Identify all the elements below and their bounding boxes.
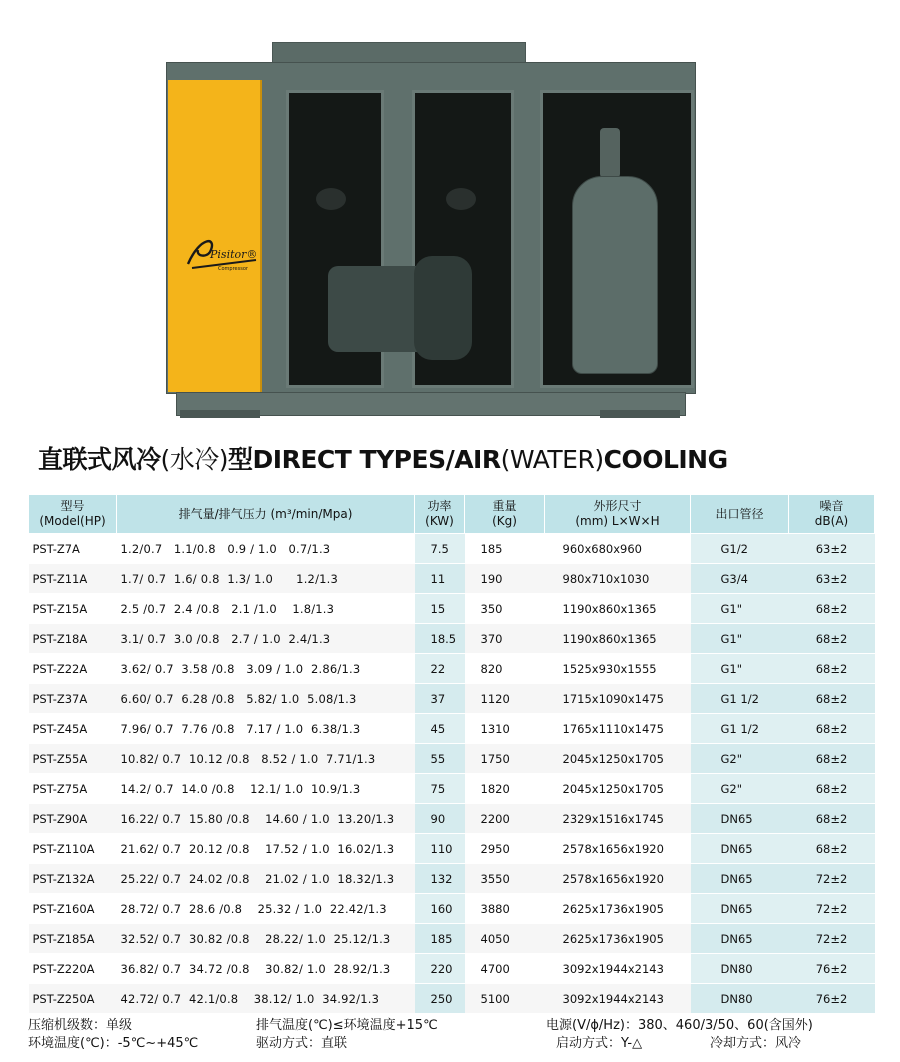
table-row (29, 864, 875, 894)
header-power: 功率 (KW) (415, 495, 465, 534)
cell-dimensions: 2625x1736x1905 (545, 894, 691, 924)
table-row (29, 594, 875, 624)
cell-power: 7.5 (415, 534, 465, 564)
cell-noise: 68±2 (789, 774, 875, 804)
note-compression-stage: 压缩机级数：单级 (28, 1018, 133, 1033)
cell-model: PST-Z45A (29, 714, 117, 744)
cell-flow: 10.82/ 0.7 10.12 /0.8 8.52 / 1.0 7.71/1.3 (117, 744, 415, 774)
table-row (29, 744, 875, 774)
cell-flow: 7.96/ 0.7 7.76 /0.8 7.17 / 1.0 6.38/1.3 (117, 714, 415, 744)
cell-model: PST-Z55A (29, 744, 117, 774)
table-row (29, 984, 875, 1014)
cell-noise: 68±2 (789, 624, 875, 654)
base-foot-right (600, 410, 680, 418)
cell-model: PST-Z15A (29, 594, 117, 624)
cell-power: 45 (415, 714, 465, 744)
svg-text:Compressor: Compressor (218, 266, 248, 272)
table-row (29, 834, 875, 864)
cell-flow: 14.2/ 0.7 14.0 /0.8 12.1/ 1.0 10.9/1.3 (117, 774, 415, 804)
cell-flow: 3.1/ 0.7 3.0 /0.8 2.7 / 1.0 2.4/1.3 (117, 624, 415, 654)
cell-power: 132 (415, 864, 465, 894)
cell-power: 220 (415, 954, 465, 984)
cell-model: PST-Z250A (29, 984, 117, 1014)
cell-outlet-pipe: DN65 (691, 894, 789, 924)
title-part-3: 型DIRECT TYPES/AIR (228, 445, 501, 474)
table-body (29, 534, 875, 1014)
cell-outlet-pipe: G1" (691, 654, 789, 684)
title-part-4: (WATER) (500, 445, 604, 474)
cell-power: 18.5 (415, 624, 465, 654)
cell-model: PST-Z22A (29, 654, 117, 684)
cell-power: 15 (415, 594, 465, 624)
cell-outlet-pipe: G1 1/2 (691, 684, 789, 714)
cell-outlet-pipe: DN65 (691, 864, 789, 894)
cell-weight: 4700 (465, 954, 545, 984)
cell-flow: 32.52/ 0.7 30.82 /0.8 28.22/ 1.0 25.12/1.3 (117, 924, 415, 954)
table-row (29, 564, 875, 594)
air-end (414, 256, 472, 360)
cell-weight: 190 (465, 564, 545, 594)
header-dimensions: 外形尺寸 (mm) L×W×H (545, 495, 691, 534)
cell-dimensions: 1190x860x1365 (545, 594, 691, 624)
note-drive-mode: 驱动方式：直联 (256, 1036, 348, 1051)
cell-dimensions: 980x710x1030 (545, 564, 691, 594)
cell-weight: 4050 (465, 924, 545, 954)
cell-model: PST-Z37A (29, 684, 117, 714)
cell-weight: 1820 (465, 774, 545, 804)
cell-outlet-pipe: G1 1/2 (691, 714, 789, 744)
cell-weight: 350 (465, 594, 545, 624)
cell-weight: 3880 (465, 894, 545, 924)
cell-flow: 1.7/ 0.7 1.6/ 0.8 1.3/ 1.0 1.2/1.3 (117, 564, 415, 594)
cell-model: PST-Z11A (29, 564, 117, 594)
cell-flow: 42.72/ 0.7 42.1/0.8 38.12/ 1.0 34.92/1.3 (117, 984, 415, 1014)
cell-outlet-pipe: G2" (691, 774, 789, 804)
cell-weight: 3550 (465, 864, 545, 894)
cell-noise: 72±2 (789, 924, 875, 954)
cell-flow: 21.62/ 0.7 20.12 /0.8 17.52 / 1.0 16.02/1.3 (117, 834, 415, 864)
cell-dimensions: 1765x1110x1475 (545, 714, 691, 744)
cell-outlet-pipe: G2" (691, 744, 789, 774)
cell-weight: 1120 (465, 684, 545, 714)
cell-flow: 28.72/ 0.7 28.6 /0.8 25.32 / 1.0 22.42/1.3 (117, 894, 415, 924)
cell-flow: 3.62/ 0.7 3.58 /0.8 3.09 / 1.0 2.86/1.3 (117, 654, 415, 684)
cell-weight: 370 (465, 624, 545, 654)
cell-power: 185 (415, 924, 465, 954)
cell-model: PST-Z90A (29, 804, 117, 834)
header-model: 型号 (Model(HP) (29, 495, 117, 534)
cell-model: PST-Z75A (29, 774, 117, 804)
base-foot-left (180, 410, 260, 418)
cell-flow: 2.5 /0.7 2.4 /0.8 2.1 /1.0 1.8/1.3 (117, 594, 415, 624)
title-part-1: 直联式风冷 (38, 445, 161, 474)
cell-power: 22 (415, 654, 465, 684)
cell-power: 250 (415, 984, 465, 1014)
cell-weight: 820 (465, 654, 545, 684)
cell-flow: 36.82/ 0.7 34.72 /0.8 30.82/ 1.0 28.92/1.3 (117, 954, 415, 984)
cell-outlet-pipe: G1" (691, 624, 789, 654)
cell-dimensions: 3092x1944x2143 (545, 954, 691, 984)
note-ambient-temp: 环境温度(℃)：-5℃~+45℃ (28, 1036, 199, 1051)
cell-model: PST-Z132A (29, 864, 117, 894)
cell-dimensions: 2578x1656x1920 (545, 864, 691, 894)
cell-flow: 25.22/ 0.7 24.02 /0.8 21.02 / 1.0 18.32/1.3 (117, 864, 415, 894)
table-row (29, 624, 875, 654)
brand-logo (182, 230, 262, 274)
cell-outlet-pipe: DN65 (691, 804, 789, 834)
table-row (29, 684, 875, 714)
cell-dimensions: 2625x1736x1905 (545, 924, 691, 954)
cell-power: 11 (415, 564, 465, 594)
cell-flow: 1.2/0.7 1.1/0.8 0.9 / 1.0 0.7/1.3 (117, 534, 415, 564)
title-part-2: (水冷) (160, 445, 229, 474)
header-outlet-pipe: 出口管径 (691, 495, 789, 534)
cell-outlet-pipe: DN65 (691, 834, 789, 864)
spec-table (28, 494, 875, 1014)
table-row (29, 774, 875, 804)
table-row (29, 954, 875, 984)
cell-weight: 185 (465, 534, 545, 564)
cell-power: 37 (415, 684, 465, 714)
cell-weight: 5100 (465, 984, 545, 1014)
cell-power: 75 (415, 774, 465, 804)
cell-noise: 68±2 (789, 804, 875, 834)
cell-dimensions: 2045x1250x1705 (545, 774, 691, 804)
header-weight: 重量 (Kg) (465, 495, 545, 534)
cell-noise: 68±2 (789, 834, 875, 864)
cell-dimensions: 1715x1090x1475 (545, 684, 691, 714)
cell-outlet-pipe: G3/4 (691, 564, 789, 594)
compressor-product-image (160, 38, 700, 420)
cooling-fan-right (446, 188, 476, 210)
cell-noise: 68±2 (789, 684, 875, 714)
cell-power: 90 (415, 804, 465, 834)
yellow-side-door (168, 80, 262, 392)
cell-power: 110 (415, 834, 465, 864)
svg-text:Pisitor®: Pisitor® (210, 248, 258, 261)
cell-noise: 63±2 (789, 564, 875, 594)
cell-weight: 2200 (465, 804, 545, 834)
cell-model: PST-Z220A (29, 954, 117, 984)
cell-model: PST-Z7A (29, 534, 117, 564)
cell-model: PST-Z185A (29, 924, 117, 954)
note-exhaust-temp: 排气温度(℃)≤环境温度+15℃ (256, 1018, 438, 1033)
cell-weight: 2950 (465, 834, 545, 864)
table-row (29, 534, 875, 564)
cell-weight: 1750 (465, 744, 545, 774)
cell-outlet-pipe: DN65 (691, 924, 789, 954)
header-flow: 排气量/排气压力 (m³/min/Mpa) (117, 495, 415, 534)
cell-dimensions: 2329x1516x1745 (545, 804, 691, 834)
cell-model: PST-Z18A (29, 624, 117, 654)
cell-noise: 68±2 (789, 654, 875, 684)
table-row (29, 714, 875, 744)
cell-power: 160 (415, 894, 465, 924)
cell-dimensions: 960x680x960 (545, 534, 691, 564)
note-cooling-mode: 冷却方式：风冷 (710, 1036, 802, 1051)
note-start-mode: 启动方式：Y-△ (556, 1036, 643, 1051)
cell-outlet-pipe: G1" (691, 594, 789, 624)
cell-flow: 16.22/ 0.7 15.80 /0.8 14.60 / 1.0 13.20/1.3 (117, 804, 415, 834)
cell-noise: 72±2 (789, 864, 875, 894)
cell-noise: 76±2 (789, 984, 875, 1014)
cell-power: 55 (415, 744, 465, 774)
cell-dimensions: 2045x1250x1705 (545, 744, 691, 774)
cell-noise: 63±2 (789, 534, 875, 564)
cell-dimensions: 2578x1656x1920 (545, 834, 691, 864)
cell-noise: 68±2 (789, 594, 875, 624)
cell-outlet-pipe: G1/2 (691, 534, 789, 564)
table-header-row (29, 495, 875, 534)
note-power-supply: 电源(V/ϕ/Hz)：380、460/3/50、60(含国外) (546, 1018, 813, 1033)
cell-flow: 6.60/ 0.7 6.28 /0.8 5.82/ 1.0 5.08/1.3 (117, 684, 415, 714)
cooling-fan-left (316, 188, 346, 210)
cell-model: PST-Z160A (29, 894, 117, 924)
cell-dimensions: 3092x1944x2143 (545, 984, 691, 1014)
table-row (29, 804, 875, 834)
cell-model: PST-Z110A (29, 834, 117, 864)
table-row (29, 654, 875, 684)
cell-noise: 76±2 (789, 954, 875, 984)
safety-valve (600, 128, 620, 178)
separator-tank (572, 176, 658, 374)
table-row (29, 924, 875, 954)
cell-noise: 68±2 (789, 744, 875, 774)
cell-noise: 72±2 (789, 894, 875, 924)
cell-weight: 1310 (465, 714, 545, 744)
title-part-5: COOLING (603, 445, 728, 474)
cell-dimensions: 1525x930x1555 (545, 654, 691, 684)
cell-noise: 68±2 (789, 714, 875, 744)
cell-outlet-pipe: DN80 (691, 954, 789, 984)
table-row (29, 894, 875, 924)
cell-dimensions: 1190x860x1365 (545, 624, 691, 654)
cell-outlet-pipe: DN80 (691, 984, 789, 1014)
page-title (38, 440, 728, 476)
header-noise: 噪音 dB(A) (789, 495, 875, 534)
